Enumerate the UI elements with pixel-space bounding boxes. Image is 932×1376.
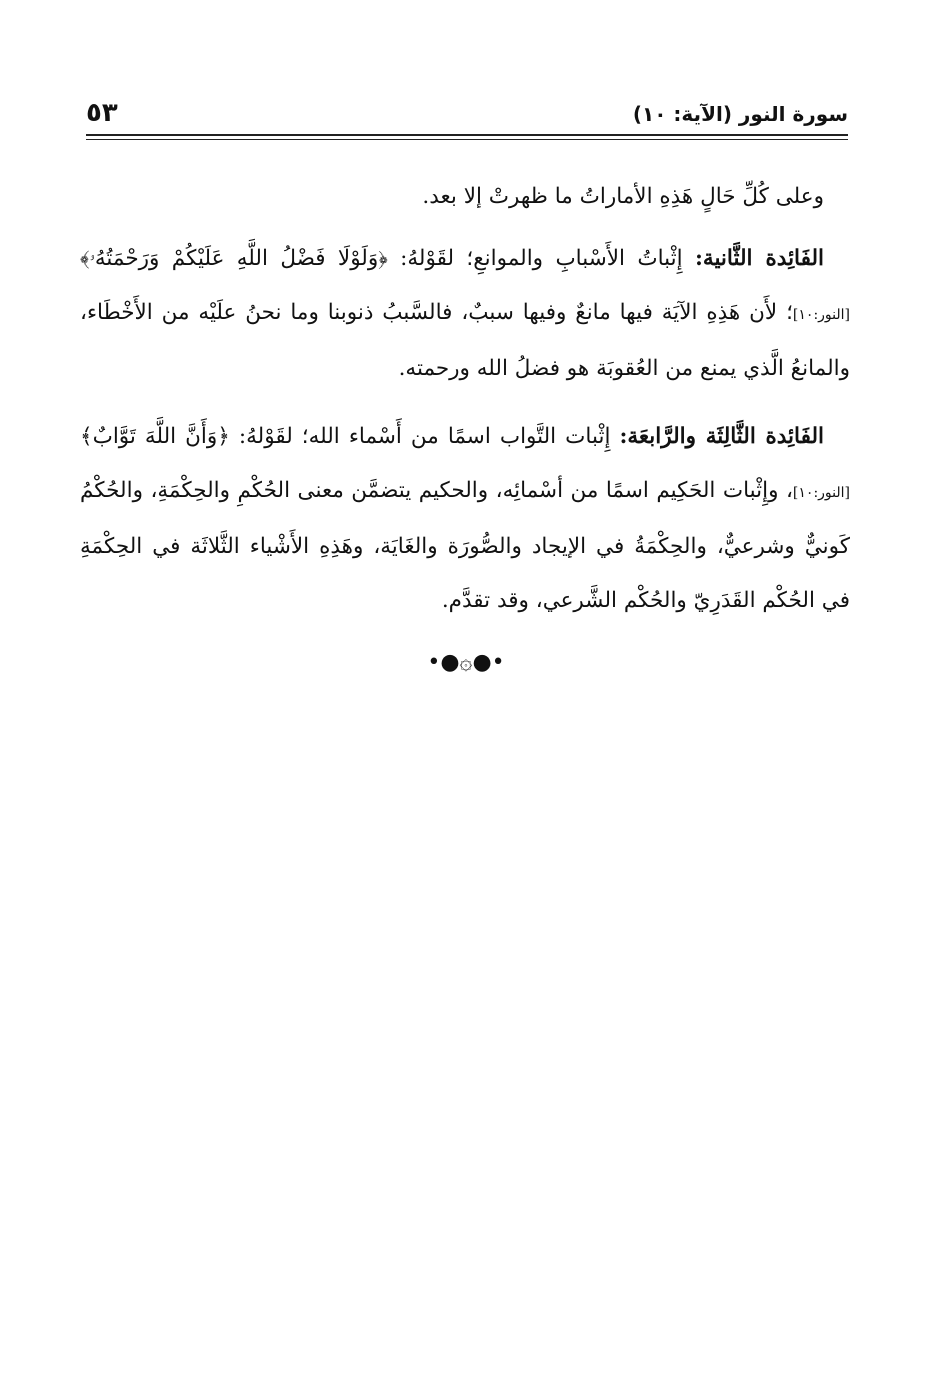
verse-reference: [النور:١٠]: [792, 307, 850, 323]
verse-reference: [النور:١٠]: [792, 485, 850, 501]
paragraph-third-fourth-benefit: [80, 410, 850, 628]
paragraph-text: إِثْبات التَّواب اسمًا من أَسْماء الله؛ لقَوْلهُ: ﴿وَأَنَّ اللَّهَ تَوَّابٌ﴾: [80, 424, 620, 449]
benefit-heading: الفَائِدة الثَّالِثَة والرَّابعَة:: [619, 424, 824, 449]
paragraph-second-benefit: [80, 232, 850, 396]
paragraph-text-continued: ، وإِثْبات الحَكِيم اسمًا من أسْمائِه، والحكيم يتضمَّن معنى الحُكْمِ والحِكْمَةِ، والحُكْمُ كَونيٌّ وشرعيٌّ، والحِكْمَةُ في الإيجاد والصُّورَة والغَايَة، وهَذِهِ الأَشْياء الثَّلاثَة في الحِكْمَةِ في الحُكْم القَدَرِيّ والحُكْم الشَّرعي، وقد تقدَّم.: [80, 478, 850, 613]
benefit-heading: الفَائِدة الثَّانية:: [694, 246, 825, 271]
header-rule-thin: [86, 139, 848, 140]
paragraph-intro: [80, 170, 850, 224]
page-number: ٥٣: [86, 98, 118, 128]
body-text: [80, 170, 850, 642]
paragraph-text: وعلى كُلِّ حَالٍ هَذِهِ الأماراتُ ما ظهرتْ إلا بعد.: [422, 184, 824, 209]
page-header: [86, 96, 848, 136]
header-rule-thick: [86, 134, 848, 136]
running-title: سورة النور (الآية: ١٠): [632, 102, 848, 126]
section-separator-ornament: •●۞●•: [427, 650, 505, 675]
paragraph-text: إِثْباتُ الأَسْبابِ والموانعِ؛ لقَوْلهُ: ﴿وَلَوْلَا فَضْلُ اللَّهِ عَلَيْكُمْ وَرَحْمَتُهُۥ﴾: [80, 246, 695, 271]
paragraph-text-continued: ؛ لأَن هَذِهِ الآيَة فيها مانعٌ وفيها سببٌ، فالسَّببُ ذنوبنا وما نحنُ علَيْه من الأَخْطَاء، والمانعُ الَّذي يمنع من العُقوبَة هو فضلُ الله ورحمته.: [80, 300, 850, 381]
